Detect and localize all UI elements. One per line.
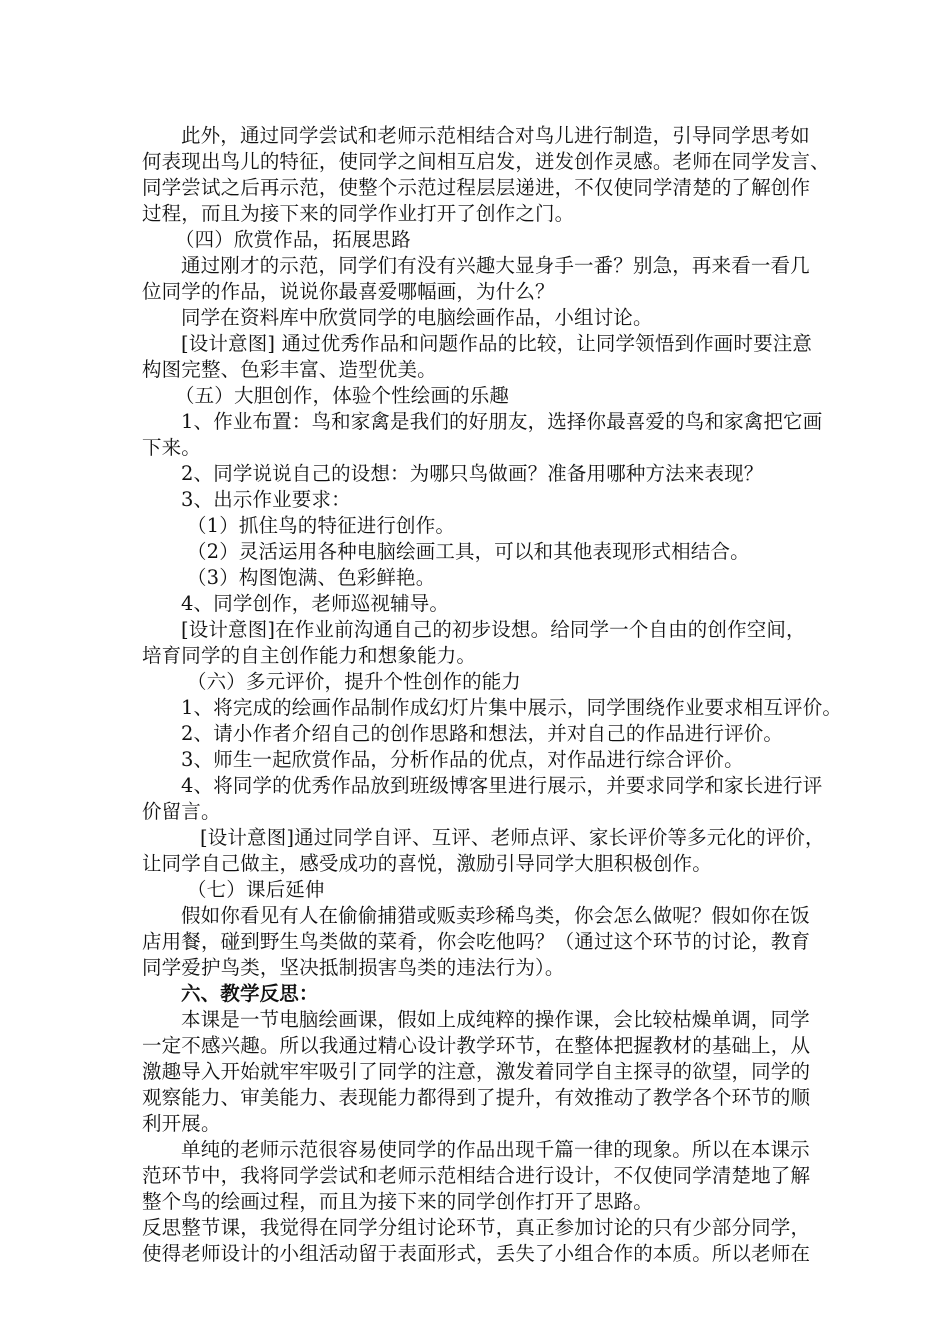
- section-heading: （四）欣赏作品，拓展思路: [175, 228, 411, 251]
- section-heading: （六）多元评价，提升个性创作的能力: [187, 670, 522, 693]
- text-line: 位同学的作品，说说你最喜爱哪幅画，为什么？: [142, 280, 555, 303]
- text-line: 店用餐，碰到野生鸟类做的菜肴，你会吃他吗？（通过这个环节的讨论，教育: [142, 930, 811, 953]
- text-line: 整个鸟的绘画过程，而且为接下来的同学创作打开了思路。: [142, 1190, 653, 1213]
- text-line: 使得老师设计的小组活动留于表面形式，丢失了小组合作的本质。所以老师在: [142, 1242, 811, 1265]
- text-line: 4、将同学的优秀作品放到班级博客里进行展示，并要求同学和家长进行评: [181, 774, 823, 797]
- text-line: 本课是一节电脑绘画课，假如上成纯粹的操作课，会比较枯燥单调，同学: [181, 1008, 810, 1031]
- text-line: 一定不感兴趣。所以我通过精心设计教学环节，在整体把握教材的基础上，从: [142, 1034, 811, 1057]
- text-line: 利开展。: [142, 1112, 221, 1135]
- text-line: 观察能力、审美能力、表现能力都得到了提升，有效推动了教学各个环节的顺: [142, 1086, 811, 1109]
- text-line: 反思整节课，我觉得在同学分组讨论环节，真正参加讨论的只有少部分同学，: [142, 1216, 811, 1239]
- text-line: 2、请小作者介绍自己的创作思路和想法，并对自己的作品进行评价。: [181, 722, 784, 745]
- text-line: 范环节中，我将同学尝试和老师示范相结合进行设计，不仅使同学清楚地了解: [142, 1164, 811, 1187]
- text-line: 此外，通过同学尝试和老师示范相结合对鸟儿进行制造，引导同学思考如: [181, 124, 810, 147]
- text-line: 同学在资料库中欣赏同学的电脑绘画作品，小组讨论。: [181, 306, 653, 329]
- text-line: 下来。: [142, 436, 201, 459]
- text-line: 单纯的老师示范很容易使同学的作品出现千篇一律的现象。所以在本课示: [181, 1138, 810, 1161]
- section-heading: （七）课后延伸: [187, 878, 325, 901]
- text-line: 价留言。: [142, 800, 221, 823]
- section-heading: （五）大胆创作，体验个性绘画的乐趣: [175, 384, 510, 407]
- text-line: （2）灵活运用各种电脑绘画工具，可以和其他表现形式相结合。: [187, 540, 750, 563]
- text-line: 假如你看见有人在偷偷捕猎或贩卖珍稀鸟类，你会怎么做呢？假如你在饭: [181, 904, 810, 927]
- text-line: [设计意图]通过同学自评、互评、老师点评、家长评价等多元化的评价，: [200, 826, 825, 849]
- text-line: [设计意图] 通过优秀作品和问题作品的比较，让同学领悟到作画时要注意: [181, 332, 813, 355]
- text-line: 让同学自己做主，感受成功的喜悦，激励引导同学大胆积极创作。: [142, 852, 712, 875]
- text-line: 3、师生一起欣赏作品，分析作品的优点，对作品进行综合评价。: [181, 748, 744, 771]
- text-line: 同学爱护鸟类，坚决抵制损害鸟类的违法行为）。: [142, 956, 565, 979]
- text-line: 1、将完成的绘画作品制作成幻灯片集中展示，同学围绕作业要求相互评价。: [181, 696, 843, 719]
- text-line: 同学尝试之后再示范，使整个示范过程层层递进，不仅使同学清楚的了解创作: [142, 176, 811, 199]
- text-line: 2、同学说说自己的设想：为哪只鸟做画？准备用哪种方法来表现？: [181, 462, 764, 485]
- text-line: 何表现出鸟儿的特征，使同学之间相互启发，迸发创作灵感。老师在同学发言、: [142, 150, 830, 173]
- text-line: 构图完整、色彩丰富、造型优美。: [142, 358, 437, 381]
- text-line: 激趣导入开始就牢牢吸引了同学的注意，激发着同学自主探寻的欲望，同学的: [142, 1060, 811, 1083]
- chapter-heading: 六、教学反思：: [181, 982, 319, 1005]
- text-line: 过程，而且为接下来的同学作业打开了创作之门。: [142, 202, 575, 225]
- text-line: 培育同学的自主创作能力和想象能力。: [142, 644, 477, 667]
- text-line: 1、作业布置：鸟和家禽是我们的好朋友，选择你最喜爱的鸟和家禽把它画: [181, 410, 823, 433]
- text-line: 3、出示作业要求：: [181, 488, 351, 511]
- text-line: （1）抓住鸟的特征进行创作。: [187, 514, 456, 537]
- text-line: （3）构图饱满、色彩鲜艳。: [187, 566, 436, 589]
- text-line: 通过刚才的示范，同学们有没有兴趣大显身手一番？别急，再来看一看几: [181, 254, 810, 277]
- text-line: [设计意图]在作业前沟通自己的初步设想。给同学一个自由的创作空间，: [181, 618, 806, 641]
- text-line: 4、同学创作，老师巡视辅导。: [181, 592, 450, 615]
